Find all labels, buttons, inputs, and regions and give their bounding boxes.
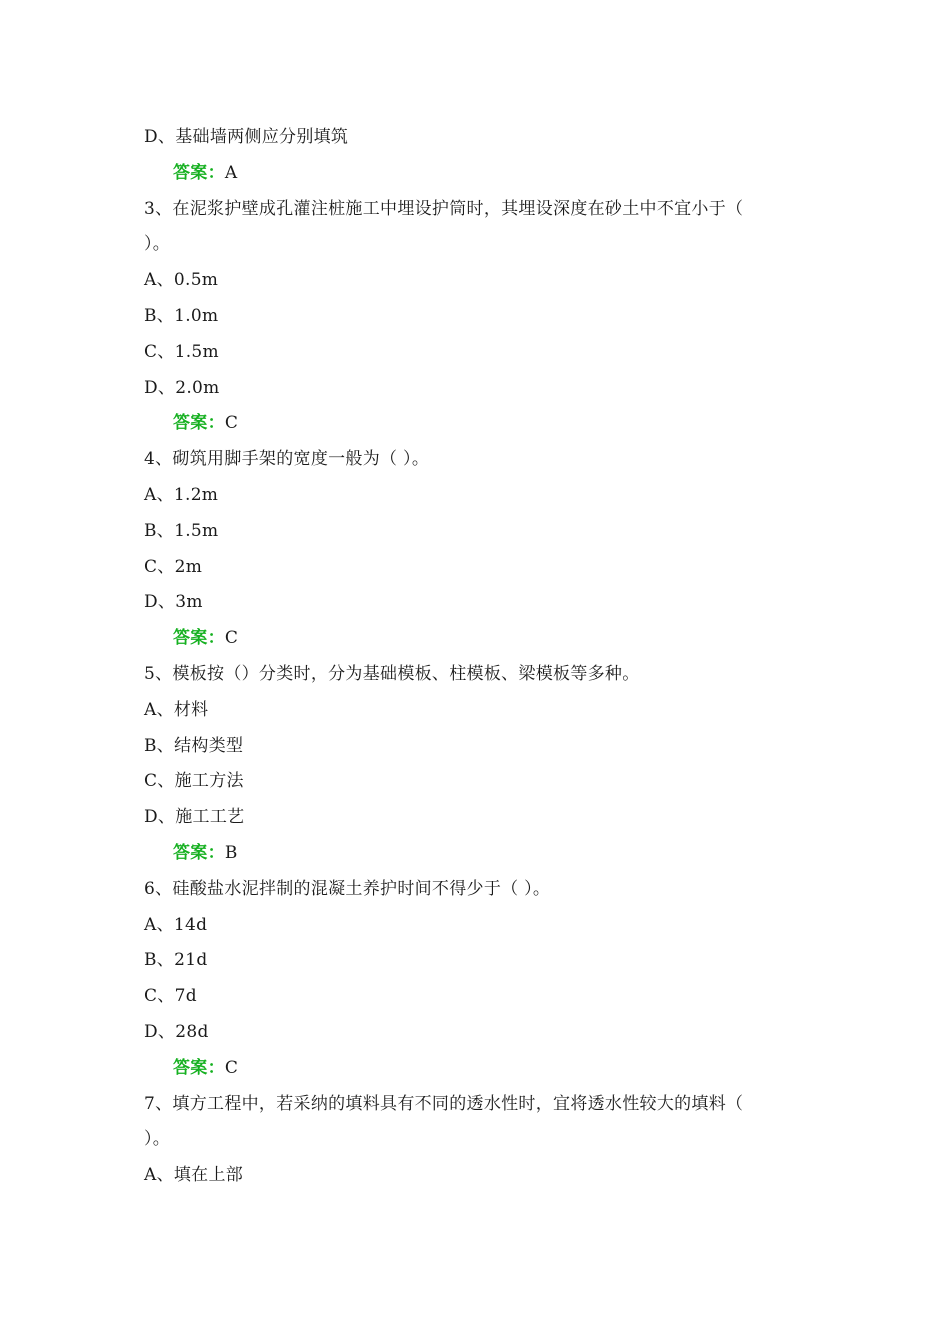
option-text: C、1.5m (144, 341, 219, 362)
option-text: D、2.0m (144, 377, 220, 398)
answer-label: 答案： (173, 162, 225, 183)
question-text: 7、填方工程中，若采纳的填料具有不同的透水性时，宜将透水性较大的填料（ (144, 1093, 744, 1114)
option-text: B、1.5m (144, 520, 219, 541)
option-text: B、1.0m (144, 305, 219, 326)
answer-value: B (224, 842, 238, 863)
question-text: ）。 (144, 1129, 171, 1150)
answer-label: 答案： (173, 628, 225, 649)
option-text: B、结构类型 (144, 735, 244, 756)
option-text: C、2m (144, 556, 203, 577)
answer-line (144, 1051, 814, 1087)
answer-line (144, 156, 814, 192)
answer-value: A (224, 162, 238, 183)
question-text: ）。 (144, 234, 171, 255)
question-list (144, 120, 814, 1194)
answer-value: C (224, 1057, 239, 1078)
option-text: C、7d (144, 986, 197, 1007)
question-text: 3、在泥浆护壁成孔灌注桩施工中埋设护筒时，其埋设深度在砂土中不宜小于（ (144, 198, 744, 219)
option-text: A、填在上部 (144, 1165, 244, 1186)
answer-value: C (224, 628, 239, 649)
question-text: 4、砌筑用脚手架的宽度一般为（ ）。 (144, 449, 430, 470)
question-text: 5、模板按（）分类时，分为基础模板、柱模板、梁模板等多种。 (144, 663, 640, 684)
answer-label: 答案： (173, 842, 225, 863)
option-text: A、1.2m (144, 484, 219, 505)
answer-label: 答案： (173, 1057, 225, 1078)
option-text: A、14d (144, 914, 208, 935)
option-text: D、28d (144, 1021, 209, 1042)
option-text: A、0.5m (144, 270, 219, 291)
answer-label: 答案： (173, 413, 225, 434)
answer-value: C (224, 413, 239, 434)
answer-line (144, 621, 814, 657)
option-text: D、3m (144, 592, 203, 613)
question-text: 6、硅酸盐水泥拌制的混凝土养护时间不得少于（ ）。 (144, 878, 551, 899)
option-text: A、材料 (144, 699, 209, 720)
answer-line (144, 406, 814, 442)
option-text: B、21d (144, 950, 208, 971)
option-text: D、施工工艺 (144, 807, 245, 828)
option-text: D、基础墙两侧应分别填筑 (144, 127, 349, 147)
answer-line (144, 836, 814, 872)
option-text: C、施工方法 (144, 771, 244, 792)
